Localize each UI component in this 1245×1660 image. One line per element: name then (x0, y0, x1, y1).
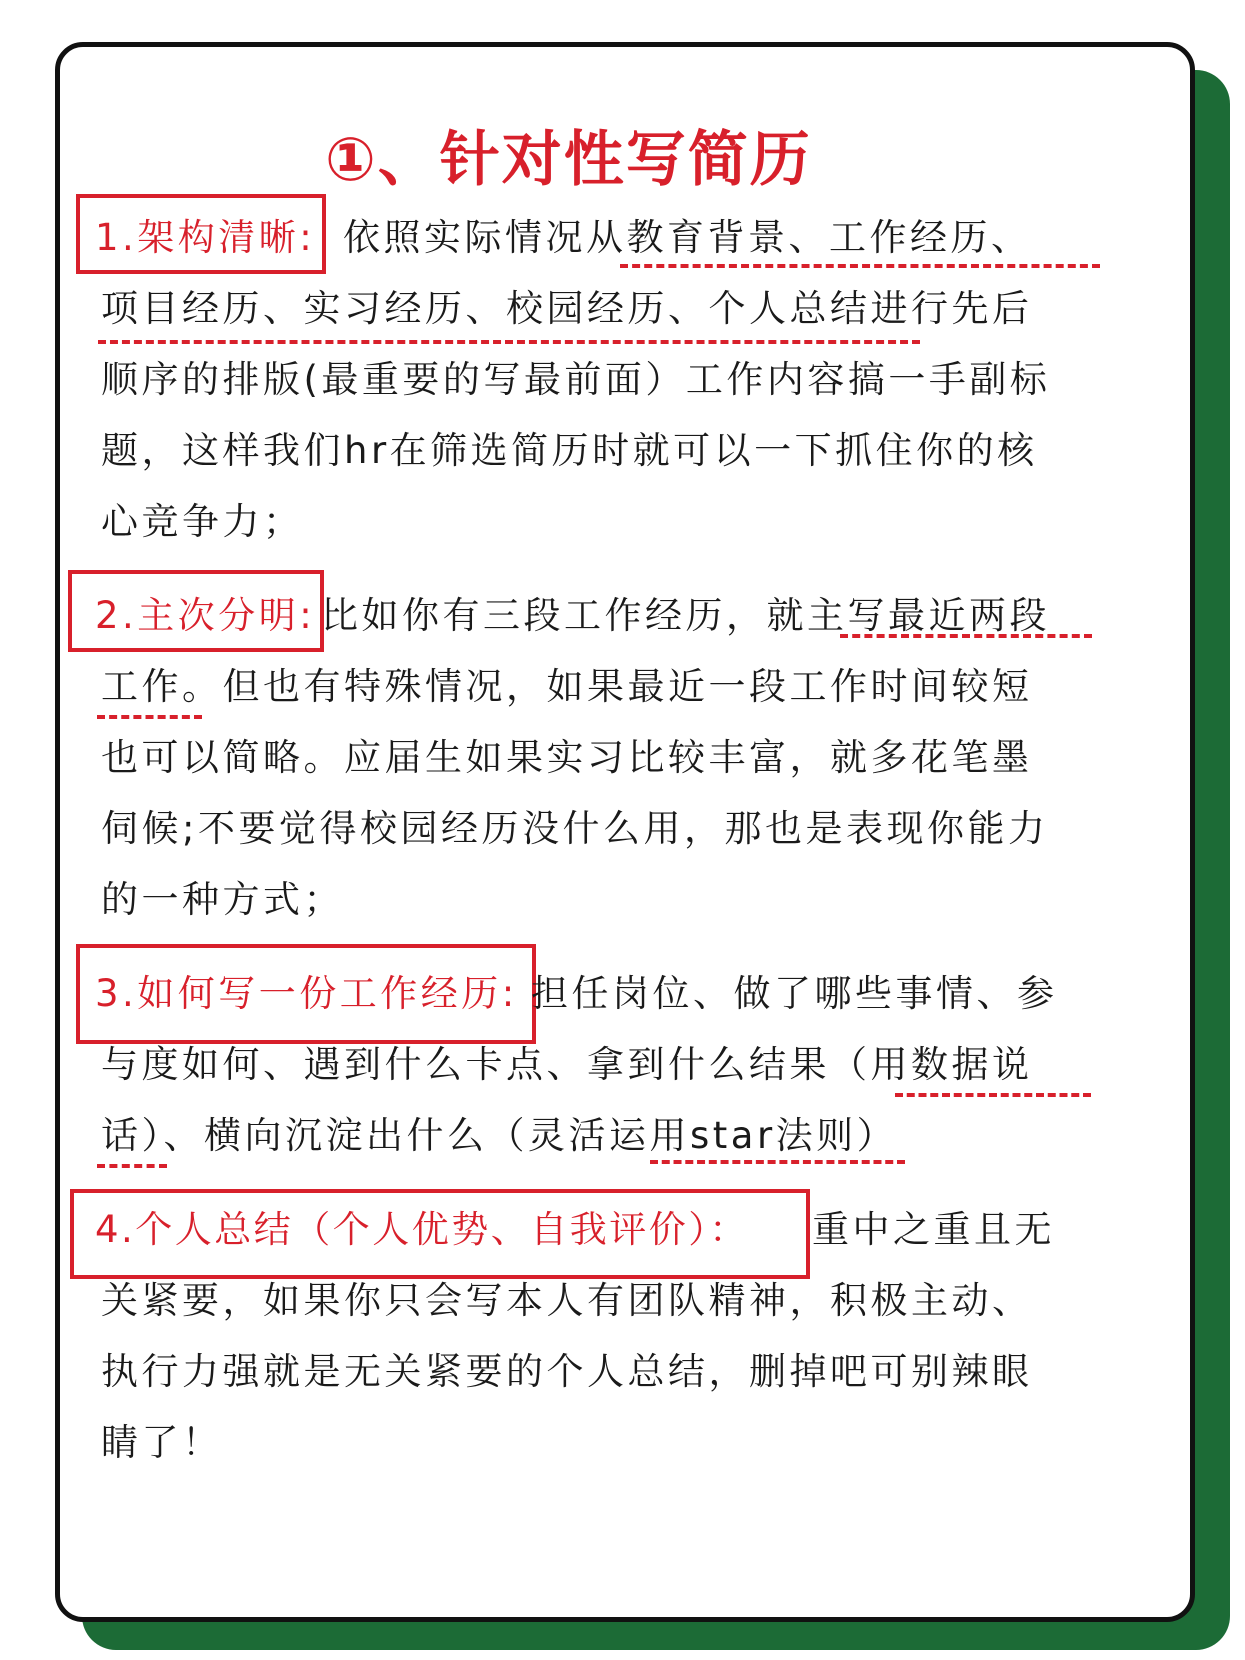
section-1-line-1: 依照实际情况从教育背景、工作经历、 (343, 216, 1032, 259)
section-3-underline-3 (650, 1160, 905, 1164)
section-2-line-4: 伺候;不要觉得校园经历没什么用，那也是表现你能力 (101, 807, 1049, 850)
section-1-underline-2 (98, 340, 920, 344)
section-1-line-2: 项目经历、实习经历、校园经历、个人总结进行先后 (101, 287, 1033, 330)
section-4-line-3: 执行力强就是无关紧要的个人总结，删掉吧可别辣眼 (101, 1350, 1033, 1393)
section-4-line-2: 关紧要，如果你只会写本人有团队精神，积极主动、 (101, 1279, 1033, 1322)
section-1-line-5: 心竞争力； (101, 500, 304, 543)
section-3-line-1: 担任岗位、做了哪些事情、参 (531, 972, 1058, 1015)
section-1-label: 1.架构清晰: (95, 216, 316, 259)
section-4-line-1: 重中之重且无 (812, 1208, 1055, 1251)
section-2-underline-2 (97, 715, 202, 719)
section-2-line-3: 也可以简略。应届生如果实习比较丰富，就多花笔墨 (101, 736, 1033, 779)
section-1-line-4: 题，这样我们hr在筛选简历时就可以一下抓住你的核 (101, 429, 1038, 472)
section-3-label: 3.如何写一份工作经历: (95, 972, 518, 1015)
section-3-underline-1 (895, 1093, 1091, 1097)
section-2-label: 2.主次分明: (95, 594, 316, 637)
section-2-underline-1 (840, 634, 1092, 638)
section-2-line-2: 工作。但也有特殊情况，如果最近一段工作时间较短 (101, 665, 1033, 708)
section-2-line-5: 的一种方式； (101, 878, 344, 921)
section-3-line-2: 与度如何、遇到什么卡点、拿到什么结果（用数据说 (101, 1043, 1033, 1086)
section-3-underline-2 (97, 1164, 167, 1168)
section-2-line-1: 比如你有三段工作经历，就主写最近两段 (321, 594, 1050, 637)
page-title: ①、针对性写简历 (325, 125, 812, 195)
section-4-line-4: 睛了！ (101, 1421, 223, 1464)
section-1-line-3: 顺序的排版(最重要的写最前面）工作内容搞一手副标 (101, 358, 1051, 401)
section-1-underline-1 (620, 264, 1100, 268)
section-4-label: 4.个人总结（个人优势、自我评价）： (95, 1208, 749, 1251)
section-3-line-3: 话）、横向沉淀出什么（灵活运用star法则） (101, 1114, 898, 1157)
